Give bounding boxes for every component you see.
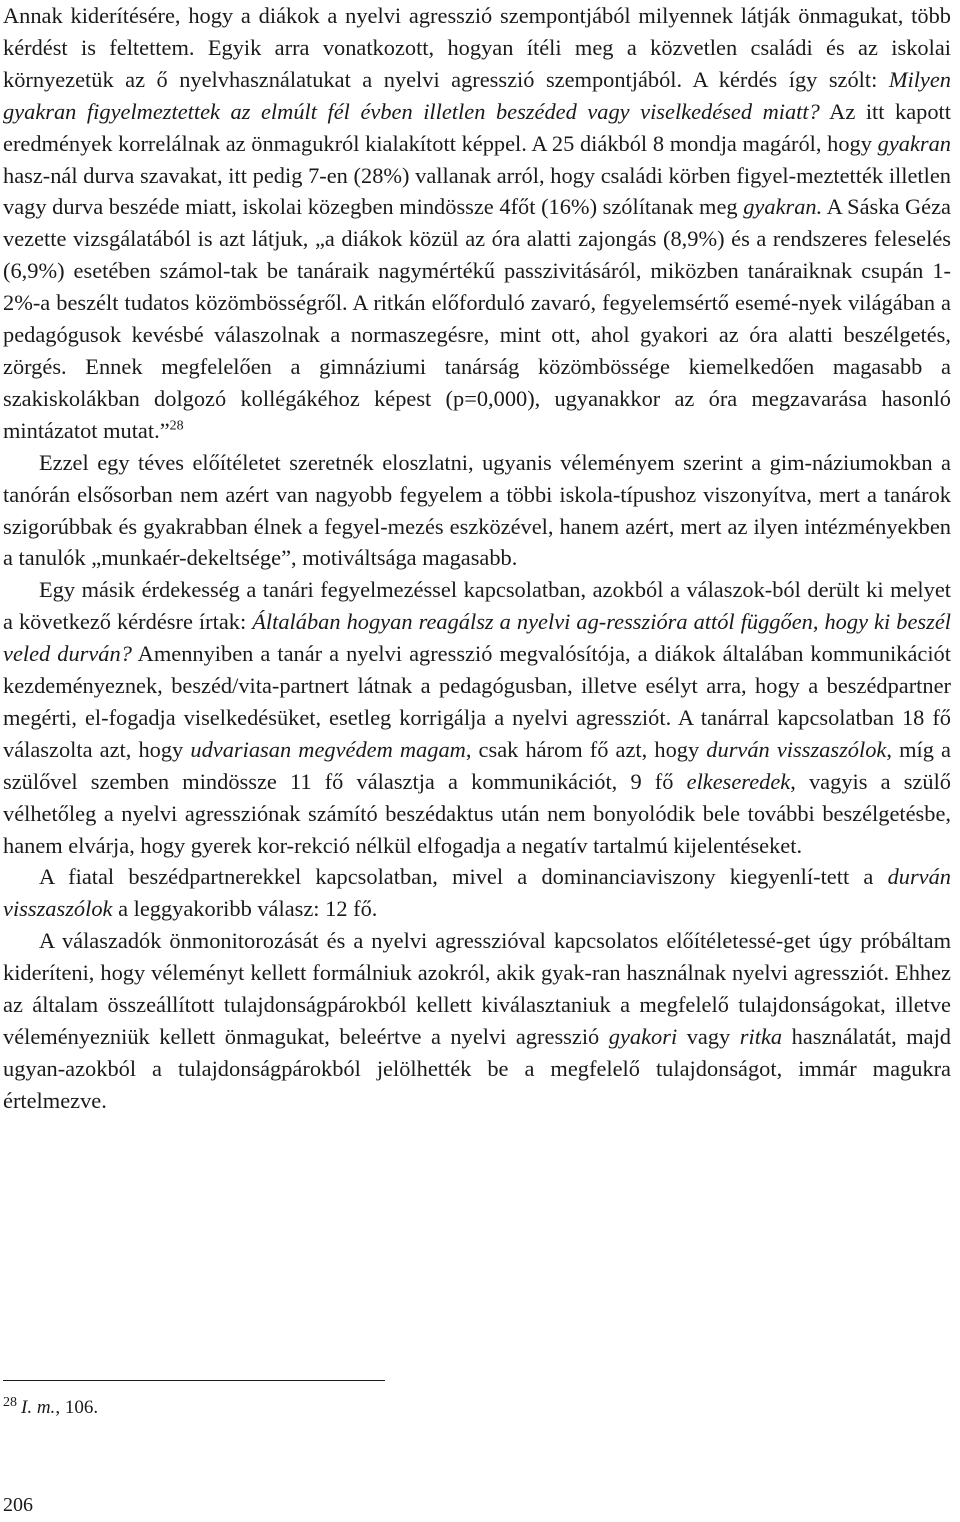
text-run: A válaszadók önmonitorozását és a nyelvi agresszióval kapcsolatos előítéletessé-get úgy próbáltam kideríteni, hogy véleményt kellett formálniuk azokról, akik gyak-ran használnak nyelvi agressziót. Ehhez az általam összeállított tulajdonságpárokból kellett kiválasztaniuk a megfelelő tulajdonságokat, illetve véleményezniük kellett önmagukat, beleértve a nyelvi agresszió: [3, 928, 951, 1049]
text-run: használatát, majd ugyan-azokból a tulajdonságpárokból jelölhették be a megfelelő tulajdonságot, immár magukra értelmezve.: [3, 1024, 951, 1113]
text-run: , csak három fő azt, hogy: [465, 736, 707, 762]
quotation: A Sáska Géza vezette vizsgálatából is azt látjuk, „a diákok közül az óra alatti zajongás (8,9%) és a rendszeres feleselés (6,9%) esetében számol-tak be tanáraik nagymértékű passzivitásáról, miközben tanáraiknak csupán 1-2%-a beszélt tudatos közömbösségről. A ritkán előforduló zavaró, fegyelemsértő esemé-nyek világában a pedagógusok kevésbé válaszolnak a normaszegésre, mint ott, ahol gyakori az óra alatti beszélgetés, zörgés. Ennek megfelelően a gimnáziumi tanárság közömbössége kiemelkedően magasabb a szakiskolákban dolgozó kollégákéhoz képest (p=0,000), ugyanakkor az óra megzavarása hasonló mintázatot mutat.”: [3, 194, 951, 443]
footnote: [3, 1394, 98, 1422]
footnote-number: 28: [3, 1394, 17, 1410]
text-run: Amennyiben a tanár a nyelvi agresszió megvalósítója, a diákok általában kommunikációt kezdeményeznek, beszéd/vita-partnert látnak a pedagógusban, illetve esélyt arra, hogy a beszédpartner megérti, el-fogadja viselkedésüket, esetleg korrigálja a nyelvi agressziót. A tanárral kapcsolatban 18 fő válaszolta azt, hogy: [3, 641, 951, 762]
text-run: Egy másik érdekesség a tanári fegyelmezéssel kapcsolatban, azokból a válaszok-ból derült ki melyet a következő kérdésre írtak:: [3, 577, 951, 635]
italic-term: gyakori: [608, 1024, 678, 1049]
italic-term: gyakran: [877, 130, 951, 156]
italic-term: elkeseredek: [686, 768, 791, 794]
italic-term: udvariasan megvédem magam: [190, 736, 466, 762]
text-run: hasz-nál durva szavakat, itt pedig 7-en (28%) vallanak arról, hogy családi körben figyel-meztették illetlen vagy durva beszéde miatt, iskolai közegben mindössze 4főt (16%) szólítanak meg: [3, 162, 951, 220]
footnote-reference[interactable]: 28: [169, 418, 184, 434]
page-number: 206: [3, 1494, 33, 1516]
italic-term: ritka: [739, 1024, 783, 1049]
page-body: [3, 0, 951, 1117]
paragraph-2: Ezzel egy téves előítéletet szeretnék eloszlatni, ugyanis véleményem szerint a gim-náziumokban a tanórán elsősorban nem azért van nagyobb fegyelem a többi iskola-típushoz viszonyítva, mert a tanárok szigorúbbak és gyakrabban élnek a fegyel-mezés eszközével, hanem azért, mert az ilyen intézményekben a tanulók „munkaér-dekeltsége”, motiváltsága magasabb.: [3, 449, 951, 571]
text-run: vagy: [677, 1024, 740, 1049]
footnote-text: , 106.: [55, 1397, 99, 1418]
italic-term: durván visszaszólok: [3, 864, 951, 922]
paragraph-3: [3, 574, 951, 861]
text-run: , vagyis a szülő vélhetőleg a nyelvi agressziónak számító beszédaktus után nem bonyolódik bele további beszélgetésbe, hanem elvárja, hogy gyerek kor-rekció nélkül elfogadja a negatív tartalmú kijelentéseket.: [3, 768, 951, 858]
italic-term: gyakran.: [743, 194, 823, 220]
paragraph-4: [3, 861, 951, 925]
text-run: Annak kiderítésére, hogy a diákok a nyelvi agresszió szempontjából milyennek látják önmagukat, több kérdést is feltettem. Egyik arra vonatkozott, hogyan ítéli meg a közvetlen családi és az iskolai környezetük az ő nyelvhasználatukat a nyelvi agresszió szempontjából. A kérdés így szólt:: [3, 3, 951, 92]
text-run: , míg a szülővel szemben mindössze 11 fő választja a kommunikációt, 9 fő: [3, 736, 951, 794]
paragraph-5: [3, 925, 951, 1116]
survey-question: Milyen gyakran figyelmeztettek az elmúlt fél évben illetlen beszéded vagy viselkedésed miatt?: [3, 66, 951, 124]
italic-term: durván visszaszólok: [706, 736, 887, 762]
footnote-separator: [3, 1380, 385, 1381]
text-run: a leggyakoribb válasz: 12 fő.: [112, 896, 378, 922]
paragraph-1: [3, 0, 951, 447]
text-run: Az itt kapott eredmények korrelálnak az önmagukról kialakított képpel. A 25 diákból 8 mondja magáról, hogy: [3, 98, 952, 156]
footnote-citation: I. m.: [21, 1397, 56, 1418]
survey-question: Általában hogyan reagálsz a nyelvi ag-resszióra attól függően, hogy ki beszél veled durván?: [3, 609, 951, 667]
text-run: A fiatal beszédpartnerekkel kapcsolatban, mivel a dominanciaviszony kiegyenlí-tett a: [39, 864, 888, 890]
